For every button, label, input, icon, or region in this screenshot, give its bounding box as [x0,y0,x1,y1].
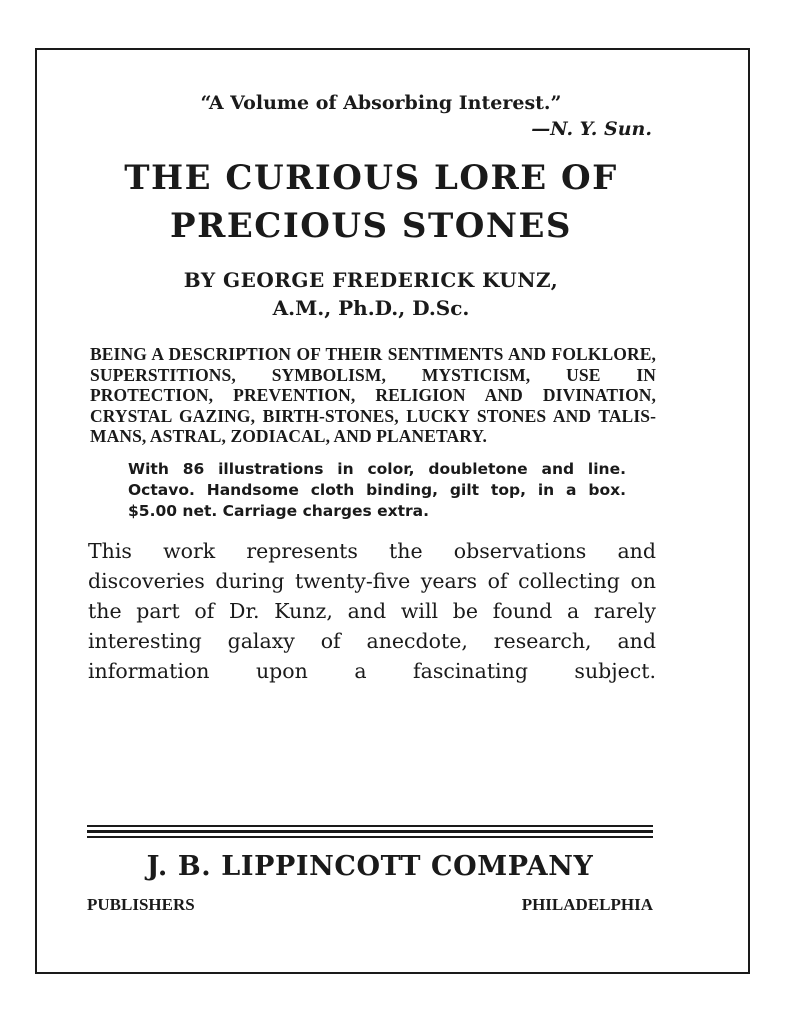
quote-attribution: —N. Y. Sun. [531,118,652,140]
author-degrees: A.M., Ph.D., D.Sc. [272,296,470,320]
book-specifications: With 86 illustrations in color, doubletone and line. Octavo. Handsome cloth binding, gilt top, in a box. $5.00 net. Carriage charges extra. [128,459,626,520]
publisher-city: PHILADELPHIA [521,895,653,914]
book-title-line-1: THE CURIOUS LORE OF [124,158,618,198]
divider-rule [87,825,653,827]
author-byline: BY GEORGE FREDERICK KUNZ, [183,268,559,292]
publisher-role: PUBLISHERS [87,895,195,914]
publisher-footer [87,893,653,917]
divider-rule [87,836,653,838]
book-summary: This work represents the observations and discoveries during twenty-five years of collecting on the part of Dr. Kunz, and will be found a rarely interesting galaxy of anecdote, research, and information upon a fascinating subject. [88,538,656,683]
book-title [86,154,656,250]
publisher-name: J. B. LIPPINCOTT COMPANY [146,851,594,882]
advertisement-content [86,90,656,686]
book-description: BEING A DESCRIPTION OF THEIR SENTIMENTS AND FOLKLORE, SUPERSTITIONS, SYMBOLISM, MYSTICISM, USE IN PROTECTION, PREVENTION, RELIGION AND DIVINATION, CRYSTAL GAZING, BIRTH-STONES, LUCKY STONES AND TALIS-MANS, ASTRAL, ZODIACAL, AND PLANETARY. [90,344,656,446]
review-quote: “A Volume of Absorbing Interest.” [200,92,562,114]
book-title-line-2: PRECIOUS STONES [170,206,572,246]
divider-rule [87,830,653,833]
